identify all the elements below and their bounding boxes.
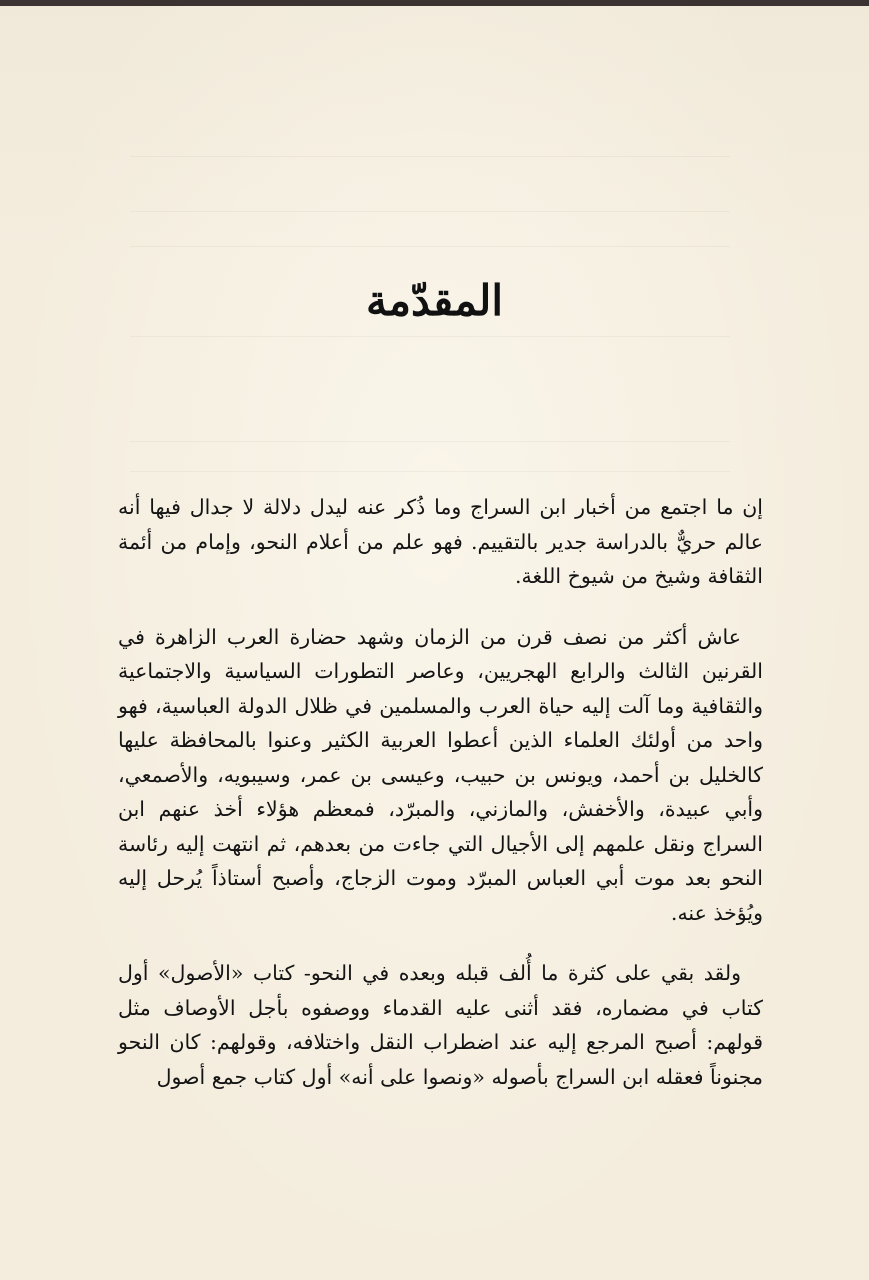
book-page — [0, 6, 869, 1280]
bleed-through-line — [130, 156, 730, 157]
paragraph-3: ولقد بقي على كثرة ما أُلف قبله وبعده في النحو- كتاب «الأصول» أول كتاب في مضماره، فقد أثنى عليه القدماء ووصفوه بأجل الأوصاف مثل قولهم: أصبح المرجع إليه عند اضطراب النقل واختلافه، وقولهم: كان النحو مجنوناً فعقله ابن السراج بأصوله «ونصوا على أنه» أول كتاب جمع أصول — [118, 961, 763, 1089]
body-text — [118, 490, 763, 1120]
paragraph-1: إن ما اجتمع من أخبار ابن السراج وما ذُكر عنه ليدل دلالة لا جدال فيها أنه عالم حريٌّ بالدراسة جدير بالتقييم. فهو علم من أعلام النحو، وإمام من أئمة الثقافة وشيخ من شيوخ اللغة. — [118, 495, 763, 588]
page-title: المقدّمة — [365, 276, 504, 325]
bleed-through-line — [130, 211, 730, 212]
bleed-through-line — [130, 471, 730, 472]
paragraph-2: عاش أكثر من نصف قرن من الزمان وشهد حضارة العرب الزاهرة في القرنين الثالث والرابع الهجريين، وعاصر التطورات السياسية والاجتماعية والثقافية وما آلت إليه حياة العرب والمسلمين في ظلال الدولة العباسية، فهو واحد من أولئك العلماء الذين أعطوا العربية الكثير وعنوا بالمحافظة عليها كالخليل بن أحمد، ويونس بن حبيب، وعيسى بن عمر، وسيبويه، والأصمعي، وأبي عبيدة، والأخفش، والمازني، والمبرّد، فمعظم هؤلاء أخذ عنهم ابن السراج ونقل علمهم إلى الأجيال التي جاءت من بعدهم، ثم انتهت إليه رئاسة النحو بعد موت أبي العباس المبرّد وموت الزجاج، وأصبح أستاذاً يُرحل إليه ويُؤخذ عنه. — [118, 624, 763, 925]
bleed-through-line — [130, 336, 730, 337]
bleed-through-line — [130, 441, 730, 442]
bleed-through-line — [130, 246, 730, 247]
